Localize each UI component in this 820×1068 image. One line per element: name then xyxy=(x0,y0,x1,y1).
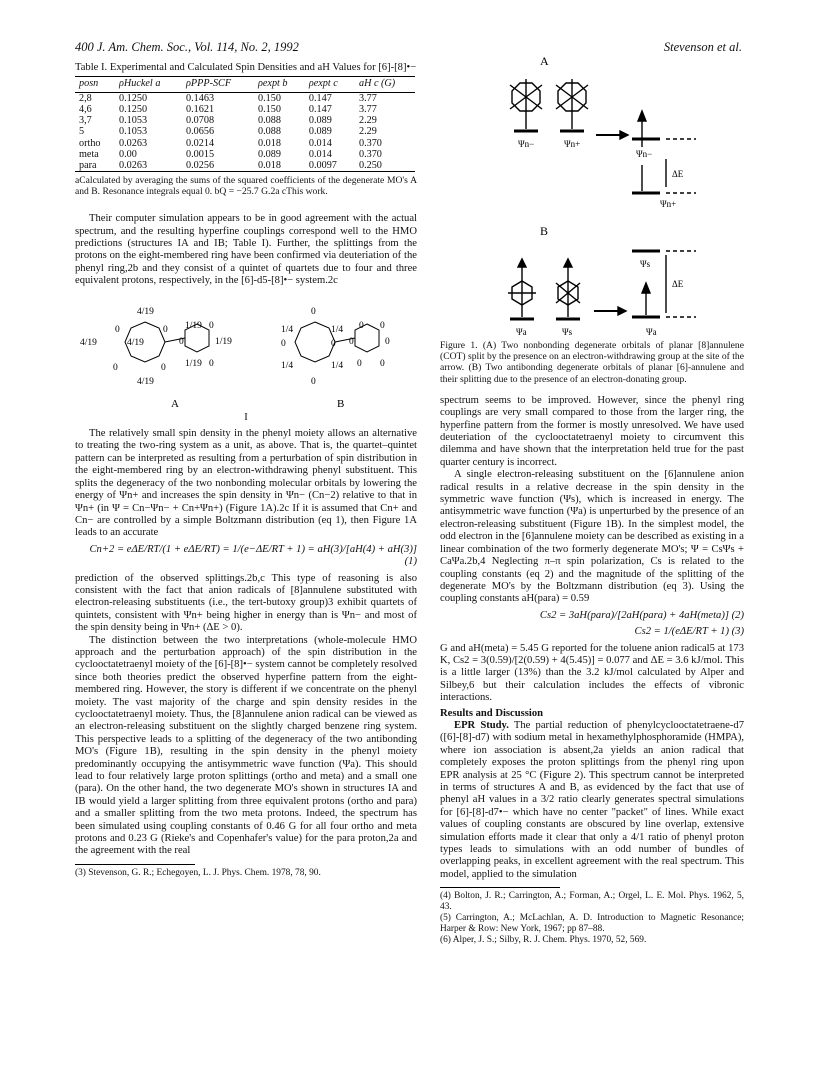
table-cell: 0.147 xyxy=(308,92,332,104)
table-cell: 0.018 xyxy=(258,137,281,149)
paragraph: The relatively small spin density in the phenyl moiety allows an alternative to treating the two-ring system as a unit, as above. That is, the quartet–quintet pattern can be interpreted as resulting from a perturbation of spin distribution in the eight-membered ring by an electron-withdrawing phenyl substituent. This splits the degeneracy of the two nonbonding molecular orbitals by lowering the energy of Ψn+ and increases the spin density in Ψn− (Cn−2) relative to that in Ψn+ (in Ψ = Cn−Ψn− + Cn+Ψn+) (Figure 1A).2c If it is assumed that Cn+ and Cn− are controlled by a simple Boltzmann distribution (eq 1), then Figure 1A leads to an accurate xyxy=(75,428,417,539)
table-header-cell: ρexpt c xyxy=(305,77,355,92)
table-cell: meta xyxy=(79,148,99,160)
equation-1: Cn+2 = eΔE/RT/(1 + eΔE/RT) = 1/(e−ΔE/RT + 1) = aH(3)/[aH(4) + aH(3)] (1) xyxy=(89,543,417,568)
svg-text:0: 0 xyxy=(163,324,168,335)
table-cell: 0.014 xyxy=(308,148,332,160)
svg-text:Ψa: Ψa xyxy=(646,327,657,337)
svg-text:Ψn−: Ψn− xyxy=(636,149,653,159)
right-column xyxy=(440,340,744,946)
svg-text:Ψn−: Ψn− xyxy=(518,139,535,149)
svg-text:Ψs: Ψs xyxy=(640,259,651,269)
table-row xyxy=(75,92,415,104)
running-header-left: 400 J. Am. Chem. Soc., Vol. 114, No. 2, 1992 xyxy=(75,40,299,54)
table-cell: 0.00 xyxy=(119,148,137,160)
svg-text:0: 0 xyxy=(179,336,184,347)
running-header-right: Stevenson et al. xyxy=(663,40,742,54)
table-cell: 0.150 xyxy=(258,92,281,104)
table-row xyxy=(75,160,415,172)
svg-text:0: 0 xyxy=(113,362,118,373)
table-cell: 0.370 xyxy=(358,137,382,149)
table-header-cell: ρPPP-SCF xyxy=(182,77,254,92)
spin-density-table xyxy=(75,76,415,172)
svg-text:0: 0 xyxy=(357,358,362,369)
table-caption: Table I. Experimental and Calculated Spin Densities and aH Values for [6]-[8]•− xyxy=(75,62,417,73)
paragraph: Their computer simulation appears to be in good agreement with the actual spectrum, and the resulting hyperfine couplings correspond well to the HMO predictions (structures IA and IB; Table I). Further, the splittings from the protons on the eight-membered ring have been confirmed via deuteriation of the phenyl ring,2b and they consist of a quintet of quartets due to four and three equivalent protons, respectively, in the [6]-d5-[8]•− system.2c xyxy=(75,213,417,287)
paragraph: The partial reduction of phenylcyclooctatetraene-d7 ([6]-[8]-d7) with sodium metal in hexamethylphosphoramide (HMPA), where ion association is absent,2a yields an anion radical that completely exposes the proton splittings from the phenyl ring upon EPR analysis at 25 °C (Figure 2). This spectrum cannot be interpreted in terms of structures A and B, as evidenced by the fact that use of phenyl aH values in a 3/2 ratio clearly generates spectral simulations for [6]-[8]-d7•− which have no center "packet" of lines. While exact values of coupling constants are obscured by line overlap, extensive simulation efforts made it clear that only a 4/1 ratio of phenyl proton types leads to simulations with an odd number of bundles of overlapping peaks, in excellent agreement with the real spectrum. This model, applied to the simulation xyxy=(440,719,744,880)
paragraph: G and aH(meta) = 5.45 G reported for the toluene anion radical5 at 173 K, Cs2 = 3(0.59)/[2(0.59) + 4(5.45)] = 0.077 and ΔE = 3.6 kJ/mol. This is a little larger (13%) than the 3.2 kJ/mol calculated by Alper and Silbey,6 but their calculation includes the effects of vibronic interactions. xyxy=(440,642,744,704)
table-row xyxy=(75,149,415,160)
svg-text:0: 0 xyxy=(115,324,120,335)
table-cell: 5 xyxy=(79,126,85,138)
svg-text:4/19: 4/19 xyxy=(127,337,144,348)
figure-1-caption: Figure 1. (A) Two nonbonding degenerate orbitals of planar [8]annulene (COT) split by the presence on an electron-withdrawing group at the site of the arrow. (B) Two antibonding degenerate orbitals of planar [6]-annulene and their splitting due to the presence of an electron-donating group. xyxy=(440,340,744,385)
reference-3: (3) Stevenson, G. R.; Echegoyen, L. J. Phys. Chem. 1978, 78, 90. xyxy=(75,867,321,878)
reference-4: (4) Bolton, J. R.; Carrington, A.; Forman, A.; Orgel, L. E. Mol. Phys. 1962, 5, 43. xyxy=(440,891,744,913)
table-cell: 0.250 xyxy=(355,160,415,172)
svg-text:Ψn+: Ψn+ xyxy=(660,199,677,209)
table-cell: 0.0015 xyxy=(186,148,215,160)
svg-text:4/19: 4/19 xyxy=(80,337,97,348)
table-cell: 0.1053 xyxy=(119,126,148,138)
table-cell: 0.1250 xyxy=(119,92,148,104)
fig-label-B: B xyxy=(540,224,549,238)
svg-text:1/4: 1/4 xyxy=(331,324,344,335)
svg-text:Ψn+: Ψn+ xyxy=(564,139,581,149)
table-cell: 0.0263 xyxy=(115,160,182,172)
table-cell: 0.014 xyxy=(308,137,332,149)
svg-text:0: 0 xyxy=(359,320,364,331)
table-header-cell: posn xyxy=(75,77,115,92)
svg-text:0: 0 xyxy=(209,320,214,331)
table-cell: 0.088 xyxy=(258,126,281,138)
label-I: I xyxy=(244,411,248,423)
table-footnote: aCalculated by averaging the sums of the squared coefficients of the degenerate MO's A and B. Resonance integrals equal 0. bQ = −25.7 G.2a cThis work. xyxy=(75,175,417,198)
svg-text:0: 0 xyxy=(311,376,316,387)
table-row xyxy=(75,126,415,137)
svg-text:ΔE: ΔE xyxy=(672,169,684,179)
table-cell: 0.370 xyxy=(358,148,382,160)
table-cell: 3.77 xyxy=(358,104,377,116)
table-row xyxy=(75,104,415,115)
svg-text:0: 0 xyxy=(281,338,286,349)
left-column xyxy=(75,62,417,879)
table-cell: 0.0256 xyxy=(182,160,254,172)
svg-text:0: 0 xyxy=(385,336,390,347)
structures-figure xyxy=(75,292,417,410)
table-cell: 2.29 xyxy=(358,115,377,127)
table-cell: 0.147 xyxy=(308,104,332,116)
table-cell: 0.0214 xyxy=(186,137,215,149)
svg-text:Ψa: Ψa xyxy=(516,327,527,337)
table-cell: 2,8 xyxy=(79,92,92,104)
svg-text:4/19: 4/19 xyxy=(137,306,154,317)
svg-text:1/19: 1/19 xyxy=(215,336,232,347)
table-cell: 3.77 xyxy=(358,92,377,104)
figure-1-diagram xyxy=(500,55,760,340)
svg-text:0: 0 xyxy=(311,306,316,317)
svg-text:0: 0 xyxy=(380,320,385,331)
paragraph: A single electron-releasing substituent on the [6]annulene anion radical results in a relative decrease in the spin density in the symmetric wave function (Ψs), which is increased in energy. The antisymmetric wave function (Ψa) is unperturbed by the presence of an electron-releasing substituent (Figure 1B). In the simplest model, the odd electron in the [6]annulene moiety can be described as existing in a linear combination of the two formerly degenerate MO's; Ψ = CsΨs + CaΨa.2b,4 Neglecting π–π spin polarization, Cs is related to the coupling constants (eq 2) and the magnitude of the splitting of the degenerate MO's by the Boltzmann distribution (eq 3). Using the coupling constants aH(para) = 0.59 xyxy=(440,469,744,605)
table-cell: 0.089 xyxy=(258,148,281,160)
equation-3: Cs2 = 1/(eΔE/RT + 1) (3) xyxy=(634,626,744,638)
paragraph: spectrum seems to be improved. However, since the phenyl ring couplings are very small compared to those from the larger ring, the hyperfine pattern from the former is mostly unresolved. We have used deuteriation of the cyclooctatetraenyl moiety to circumvent this dilemma and have shown that the interpretation held true for the past quarter century is incorrect. xyxy=(440,394,744,468)
svg-text:1/4: 1/4 xyxy=(281,324,294,335)
table-cell: 0.088 xyxy=(258,115,281,127)
table-cell: 0.089 xyxy=(308,115,332,127)
svg-text:0: 0 xyxy=(209,358,214,369)
octagon-B xyxy=(295,322,335,362)
table-cell: 3,7 xyxy=(79,115,92,127)
table-cell: 0.1053 xyxy=(119,115,148,127)
table-cell: ortho xyxy=(79,137,101,149)
table-cell: 0.150 xyxy=(258,104,281,116)
table-cell: 0.0263 xyxy=(119,137,148,149)
paragraph: prediction of the observed splittings.2b,c This type of reasoning is also consistent with the fact that anion radicals of [8]annulene substituted with electron-releasing substituents (i.e., the tert-butoxy group)3 exhibit quartets of quintets, consistent with Ψn+ being higher in energy than is Ψn− and most of the spin density being in Ψn+ (ΔE > 0). xyxy=(75,572,417,634)
table-cell: 0.0656 xyxy=(186,126,215,138)
table-cell: para xyxy=(75,160,115,172)
table-header-cell: aH c (G) xyxy=(355,77,415,92)
svg-text:4/19: 4/19 xyxy=(137,376,154,387)
section-heading: Results and Discussion xyxy=(440,707,544,719)
svg-text:Ψs: Ψs xyxy=(562,327,573,337)
equation-2: Cs2 = 3aH(para)/[2aH(para) + 4aH(meta)] (2) xyxy=(539,609,744,621)
table-header-cell: ρexpt b xyxy=(254,77,305,92)
reference-5: (5) Carrington, A.; McLachlan, A. D. Introduction to Magnetic Resonance; Harper & Row: New York, 1967; pp 87–88. xyxy=(440,913,744,935)
table-cell: 0.018 xyxy=(254,160,305,172)
table-cell: 0.0097 xyxy=(305,160,355,172)
subsection-lead: EPR Study. xyxy=(454,719,509,731)
reference-6: (6) Alper, J. S.; Silby, R. J. Chem. Phys. 1970, 52, 569. xyxy=(440,935,647,946)
table-cell: 0.1463 xyxy=(186,92,215,104)
table-cell: 0.089 xyxy=(308,126,332,138)
label-B: B xyxy=(337,397,345,410)
svg-text:0: 0 xyxy=(161,362,166,373)
svg-text:1/19: 1/19 xyxy=(185,320,202,331)
table-cell: 4,6 xyxy=(79,104,92,116)
table-cell: 0.1621 xyxy=(186,104,215,116)
fig-label-A: A xyxy=(540,55,549,68)
table-row xyxy=(75,138,415,149)
svg-text:0: 0 xyxy=(349,336,354,347)
svg-text:1/4: 1/4 xyxy=(331,360,344,371)
label-A: A xyxy=(171,397,179,410)
paragraph: The distinction between the two interpretations (whole-molecule HMO approach and the perturbation approach) of the spin distribution in the cyclooctatetraenyl moiety of the [6]-[8]•− system cannot be completely resolved since both theories predict the observed hyperfine pattern from the eight-membered ring. However, the story is different if we concentrate on the phenyl moiety. The vast majority of the charge and spin density resides in the cyclooctatetraenyl moiety. Thus, the [8]annulene anion radical can be viewed as an electron-releasing substituent on the slightly charged benzene ring system. This perspective leads to a splitting of the degeneracy of the two antibonding MO's (Figure 1B), resulting in the spin density in the phenyl moiety predominantly occupying the antisymmetric wave function (Ψa). This should lead to four relatively large proton splittings (ortho and meta) and a small one (para). On the other hand, the two degenerate MO's shown in structures IA and IB would yield a larger splitting from three equivalent protons (ortho and para) and a smaller splitting from the two meta protons. Indeed, the spectrum has been simulated using coupling constants of 0.46 G for all four ortho and meta protons and 0.23 G (Rieke's and Copenhafer's value) for the para proton,2a and the agreement with the real xyxy=(75,634,417,857)
table-row xyxy=(75,115,415,126)
svg-text:0: 0 xyxy=(331,338,336,349)
table-cell: 0.0708 xyxy=(186,115,215,127)
table-cell: 0.1250 xyxy=(119,104,148,116)
svg-text:0: 0 xyxy=(380,358,385,369)
svg-text:ΔE: ΔE xyxy=(672,279,684,289)
svg-text:1/19: 1/19 xyxy=(185,358,202,369)
svg-text:1/4: 1/4 xyxy=(281,360,294,371)
table-cell: 2.29 xyxy=(358,126,377,138)
table-header-cell: ρHuckel a xyxy=(115,77,182,92)
